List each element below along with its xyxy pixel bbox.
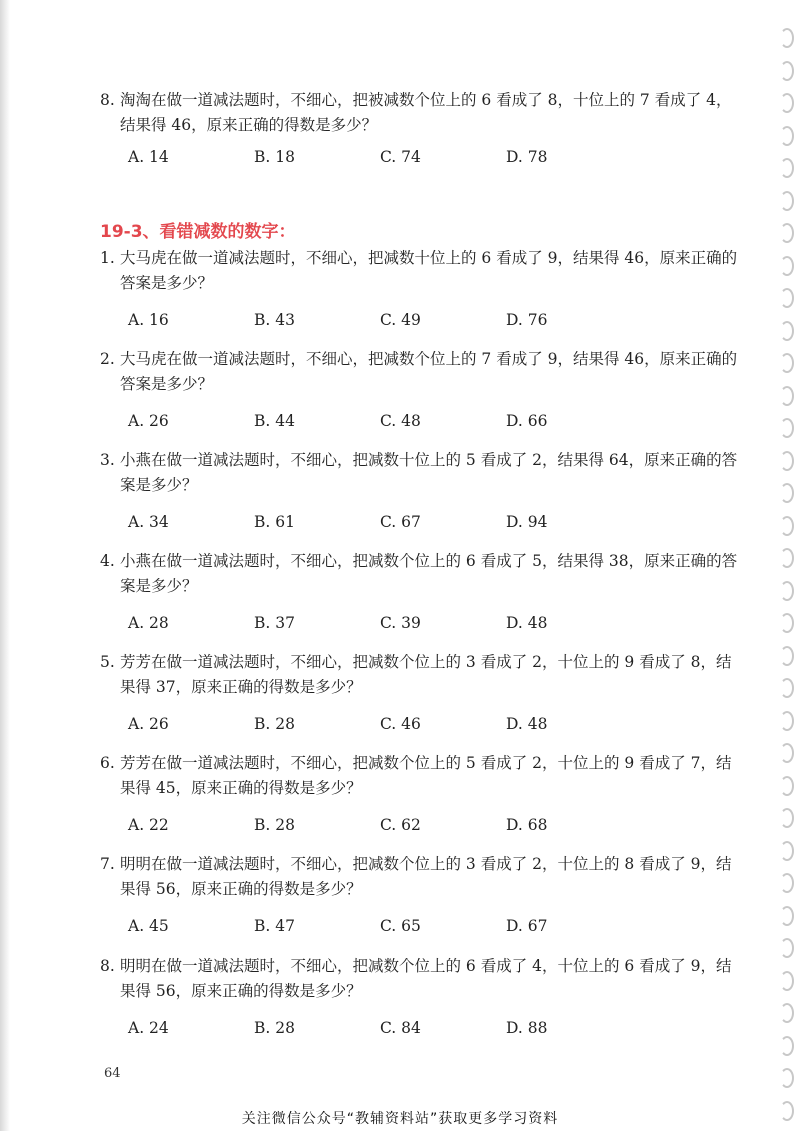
question-number: 8. bbox=[100, 91, 115, 109]
binding-ring bbox=[780, 873, 794, 893]
question-text: 明明在做一道减法题时，不细心，把减数个位上的 3 看成了 2，十位上的 8 看成了 9，结果得 56，原来正确的得数是多少？ bbox=[120, 855, 732, 898]
option-a: A. 14 bbox=[128, 148, 169, 166]
binding-ring bbox=[780, 548, 794, 568]
question-text: 小燕在做一道减法题时，不细心，把减数个位上的 6 看成了 5，结果得 38，原来正确的答案是多少？ bbox=[120, 552, 738, 595]
binding-ring bbox=[780, 483, 794, 503]
binding-ring bbox=[780, 581, 794, 601]
option-d: D. 48 bbox=[506, 614, 548, 632]
binding-ring bbox=[780, 776, 794, 796]
binding-ring bbox=[780, 191, 794, 211]
binding-ring bbox=[780, 353, 794, 373]
question-number: 5. bbox=[100, 653, 115, 671]
option-d: D. 78 bbox=[506, 148, 548, 166]
binding-ring bbox=[780, 646, 794, 666]
question-4 bbox=[100, 549, 740, 599]
question-7 bbox=[100, 852, 740, 902]
binding-ring bbox=[780, 743, 794, 763]
option-b: B. 43 bbox=[254, 311, 295, 329]
binding-ring bbox=[780, 158, 794, 178]
page-number: 64 bbox=[104, 1066, 121, 1081]
option-c: C. 48 bbox=[380, 412, 421, 430]
option-a: A. 45 bbox=[128, 917, 169, 935]
question-text: 大马虎在做一道减法题时，不细心，把减数个位上的 7 看成了 9，结果得 46，原来正确的答案是多少？ bbox=[120, 350, 738, 393]
options-row bbox=[128, 513, 648, 533]
option-c: C. 84 bbox=[380, 1019, 421, 1037]
binding-ring bbox=[780, 288, 794, 308]
question-text: 淘淘在做一道减法题时，不细心，把被减数个位上的 6 看成了 8，十位上的 7 看成了 4，结果得 46，原来正确的得数是多少？ bbox=[120, 91, 732, 134]
question-text: 小燕在做一道减法题时，不细心，把减数十位上的 5 看成了 2，结果得 64，原来正确的答案是多少？ bbox=[120, 451, 738, 494]
binding-ring bbox=[780, 906, 794, 926]
binding-ring bbox=[780, 61, 794, 81]
footer-note: 关注微信公众号“教辅资料站”获取更多学习资料 bbox=[241, 1111, 559, 1127]
option-b: B. 28 bbox=[254, 715, 295, 733]
binding-rings bbox=[772, 0, 796, 1131]
binding-ring bbox=[780, 223, 794, 243]
question-number: 2. bbox=[100, 350, 115, 368]
question-text: 大马虎在做一道减法题时，不细心，把减数十位上的 6 看成了 9，结果得 46，原来正确的答案是多少？ bbox=[120, 249, 738, 292]
options-row bbox=[128, 1019, 648, 1039]
option-c: C. 67 bbox=[380, 513, 421, 531]
question-number: 4. bbox=[100, 552, 115, 570]
option-b: B. 47 bbox=[254, 917, 295, 935]
option-a: A. 22 bbox=[128, 816, 169, 834]
binding-ring bbox=[780, 28, 794, 48]
question-number: 6. bbox=[100, 754, 115, 772]
binding-ring bbox=[780, 1068, 794, 1088]
option-c: C. 39 bbox=[380, 614, 421, 632]
option-c: C. 62 bbox=[380, 816, 421, 834]
option-c: C. 65 bbox=[380, 917, 421, 935]
option-a: A. 26 bbox=[128, 715, 169, 733]
option-a: A. 26 bbox=[128, 412, 169, 430]
binding-ring bbox=[780, 971, 794, 991]
option-c: C. 49 bbox=[380, 311, 421, 329]
question-3 bbox=[100, 448, 740, 498]
option-d: D. 66 bbox=[506, 412, 548, 430]
options-row bbox=[128, 148, 648, 168]
question-number: 3. bbox=[100, 451, 115, 469]
option-d: D. 48 bbox=[506, 715, 548, 733]
question-top-8 bbox=[100, 88, 740, 138]
options-row bbox=[128, 614, 648, 634]
binding-ring bbox=[780, 1003, 794, 1023]
option-c: C. 46 bbox=[380, 715, 421, 733]
question-2 bbox=[100, 347, 740, 397]
option-b: B. 28 bbox=[254, 816, 295, 834]
binding-ring bbox=[780, 613, 794, 633]
option-d: D. 88 bbox=[506, 1019, 548, 1037]
binding-ring bbox=[780, 93, 794, 113]
option-d: D. 67 bbox=[506, 917, 548, 935]
binding-ring bbox=[780, 386, 794, 406]
option-d: D. 94 bbox=[506, 513, 548, 531]
question-number: 8. bbox=[100, 957, 115, 975]
binding-ring bbox=[780, 938, 794, 958]
option-b: B. 18 bbox=[254, 148, 295, 166]
question-number: 7. bbox=[100, 855, 115, 873]
binding-ring bbox=[780, 841, 794, 861]
binding-ring bbox=[780, 418, 794, 438]
binding-ring bbox=[780, 321, 794, 341]
question-5 bbox=[100, 650, 740, 700]
option-b: B. 28 bbox=[254, 1019, 295, 1037]
option-b: B. 61 bbox=[254, 513, 295, 531]
option-a: A. 34 bbox=[128, 513, 169, 531]
section-title: 19-3、看错减数的数字： bbox=[100, 222, 296, 242]
question-text: 芳芳在做一道减法题时，不细心，把减数个位上的 3 看成了 2，十位上的 9 看成了 8，结果得 37，原来正确的得数是多少？ bbox=[120, 653, 732, 696]
options-row bbox=[128, 715, 648, 735]
binding-ring bbox=[780, 1036, 794, 1056]
option-c: C. 74 bbox=[380, 148, 421, 166]
question-8 bbox=[100, 954, 740, 1004]
question-text: 明明在做一道减法题时，不细心，把减数个位上的 6 看成了 4，十位上的 6 看成了 9，结果得 56，原来正确的得数是多少？ bbox=[120, 957, 732, 1000]
option-a: A. 16 bbox=[128, 311, 169, 329]
binding-ring bbox=[780, 711, 794, 731]
options-row bbox=[128, 816, 648, 836]
option-a: A. 24 bbox=[128, 1019, 169, 1037]
page-edge-shadow bbox=[0, 0, 10, 1131]
question-1 bbox=[100, 246, 740, 296]
option-a: A. 28 bbox=[128, 614, 169, 632]
binding-ring bbox=[780, 451, 794, 471]
binding-ring bbox=[780, 678, 794, 698]
binding-ring bbox=[780, 126, 794, 146]
question-6 bbox=[100, 751, 740, 801]
binding-ring bbox=[780, 256, 794, 276]
options-row bbox=[128, 311, 648, 331]
option-b: B. 44 bbox=[254, 412, 295, 430]
binding-ring bbox=[780, 808, 794, 828]
question-number: 1. bbox=[100, 249, 115, 267]
option-d: D. 76 bbox=[506, 311, 548, 329]
question-text: 芳芳在做一道减法题时，不细心，把减数个位上的 5 看成了 2，十位上的 9 看成了 7，结果得 45，原来正确的得数是多少？ bbox=[120, 754, 732, 797]
option-b: B. 37 bbox=[254, 614, 295, 632]
binding-ring bbox=[780, 516, 794, 536]
options-row bbox=[128, 917, 648, 937]
option-d: D. 68 bbox=[506, 816, 548, 834]
options-row bbox=[128, 412, 648, 432]
